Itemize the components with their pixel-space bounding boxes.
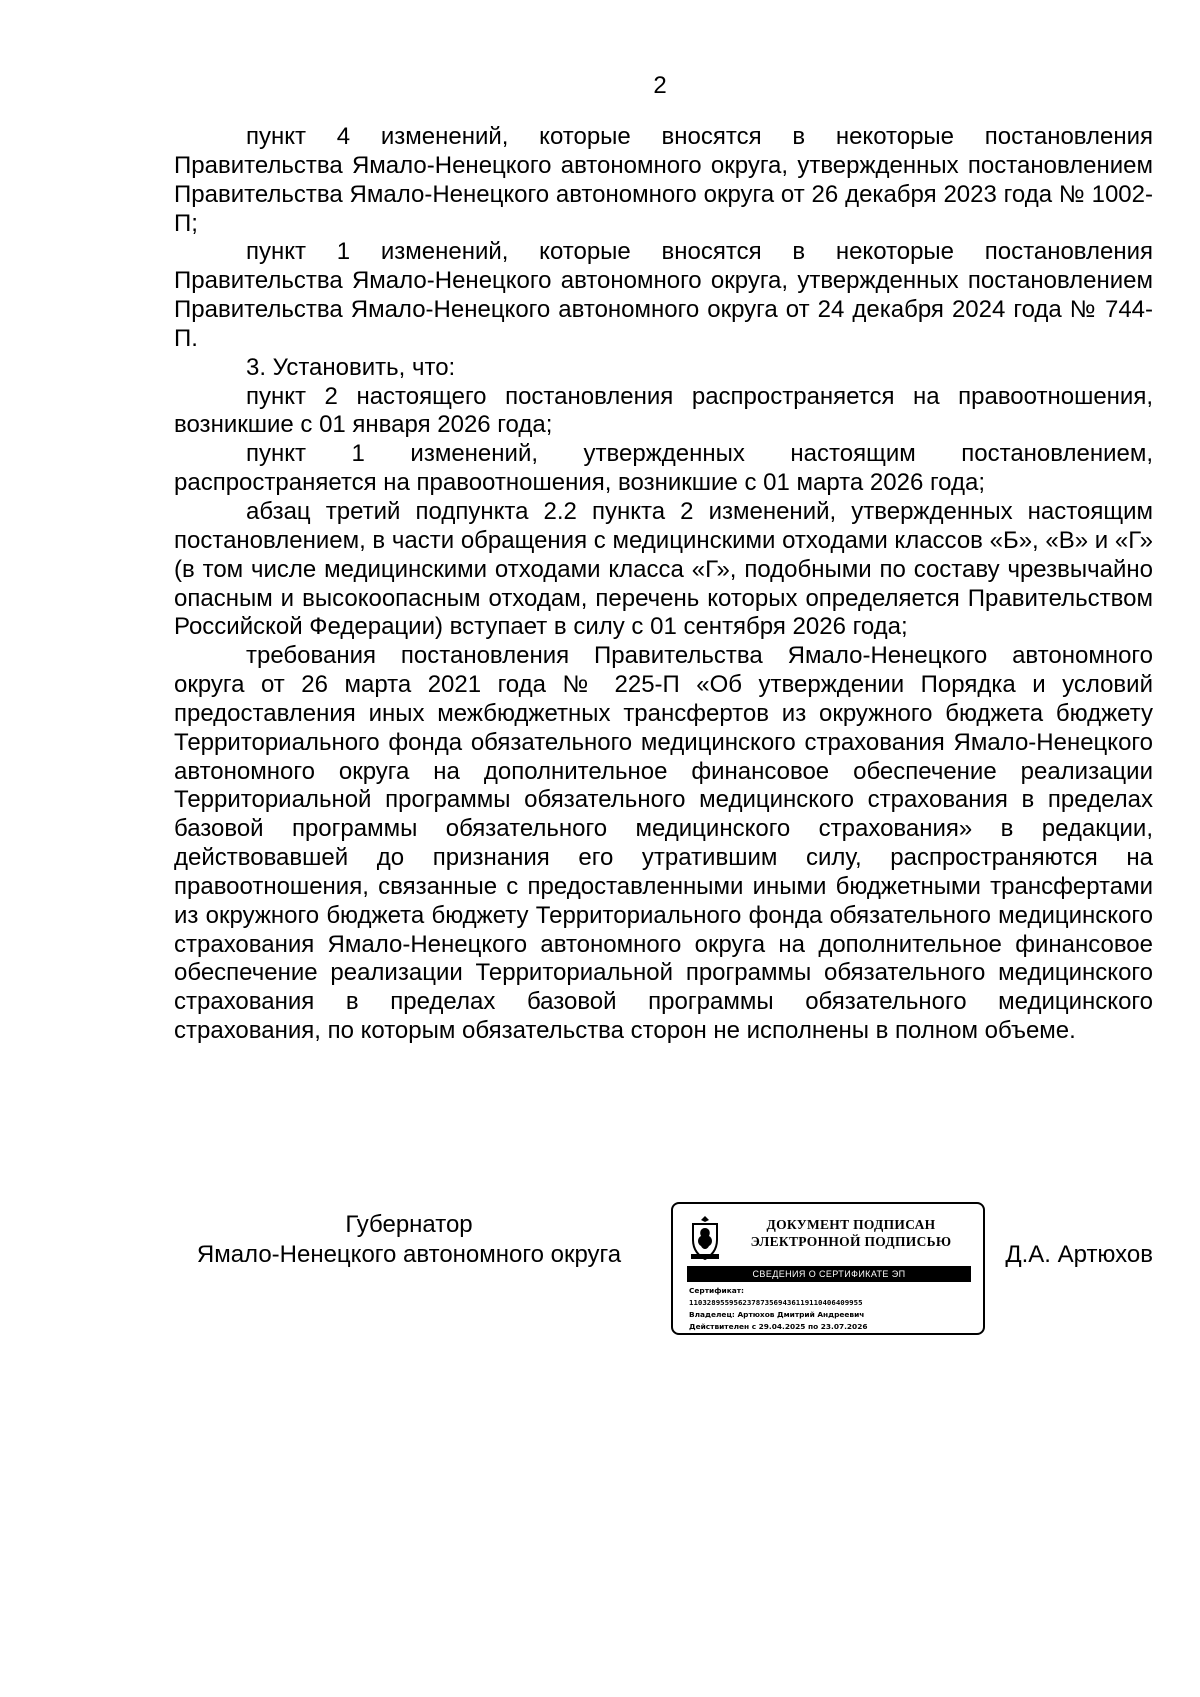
position-line: Губернатор	[345, 1211, 473, 1238]
position-line: Ямало-Ненецкого автономного округа	[196, 1241, 622, 1268]
paragraph: пункт 4 изменений, которые вносятся в некоторые постановления Правительства Ямало-Ненецкого автономного округа, утвержденных постановлением Правительства Ямало-Ненецкого автономного округа от 26 декабря 2023 года № 1002-П;	[174, 123, 1153, 237]
signatory-position	[174, 1210, 644, 1270]
coat-of-arms-icon	[687, 1214, 723, 1262]
paragraph: абзац третий подпункта 2.2 пункта 2 изменений, утвержденных настоящим постановлением, в части обращения с медицинскими отходами классов «Б», «В» и «Г» (в том числе медицинскими отходами класса «Г», подобными по составу чрезвычайно опасным и высокоопасным отходам, перечень которых определяется Правительством Российской Федерации) вступает в силу с 01 сентября 2026 года;	[174, 497, 1153, 641]
document-body	[174, 123, 1153, 1046]
paragraph: пункт 1 изменений, которые вносятся в некоторые постановления Правительства Ямало-Ненецкого автономного округа, утвержденных постановлением Правительства Ямало-Ненецкого автономного округа от 24 декабря 2024 года № 744-П.	[174, 238, 1153, 352]
certificate-details	[689, 1285, 979, 1333]
paragraph: требования постановления Правительства Ямало-Ненецкого автономного округа от 26 марта 2021 года № 225-П «Об утверждении Порядка и условий предоставления иных межбюджетных трансфертов из окружного бюджета бюджету Территориального фонда обязательного медицинского страхования Ямало-Ненецкого автономного округа на дополнительное финансовое обеспечение реализации Территориальной программы обязательного медицинского страхования в пределах базовой программы обязательного медицинского страхования» в редакции, действовавшей до признания его утратившим силу, распространяются на правоотношения, связанные с предоставленными иными бюджетными трансфертами из окружного бюджета бюджету Территориального фонда обязательного медицинского страхования Ямало-Ненецкого автономного округа на дополнительное финансовое обеспечение реализации Территориальной программы обязательного медицинского страхования в пределах базовой программы обязательного медицинского страхования, по которым обязательства сторон не исполнены в полном объеме.	[174, 642, 1153, 1045]
certificate-validity: Действителен с 29.04.2025 по 23.07.2026	[689, 1322, 868, 1331]
page-number: 2	[653, 72, 667, 99]
paragraph: пункт 2 настоящего постановления распространяется на правоотношения, возникшие с 01 января 2026 года;	[174, 382, 1153, 439]
paragraph: 3. Установить, что:	[246, 353, 456, 381]
paragraph: пункт 1 изменений, утвержденных настоящим постановлением, распространяется на правоотношения, возникшие с 01 марта 2026 года;	[174, 440, 1153, 497]
stamp-title	[729, 1216, 973, 1250]
stamp-title-line: ЭЛЕКТРОННОЙ ПОДПИСЬЮ	[750, 1234, 952, 1249]
certificate-number: 110328955956237873569436119110406409955	[689, 1298, 863, 1307]
certificate-owner: Владелец: Артюхов Дмитрий Андреевич	[689, 1310, 865, 1319]
stamp-title-line: ДОКУМЕНТ ПОДПИСАН	[766, 1217, 936, 1232]
signatory-name: Д.А. Артюхов	[1005, 1241, 1153, 1268]
certificate-info-bar: СВЕДЕНИЯ О СЕРТИФИКАТЕ ЭП	[687, 1266, 971, 1282]
electronic-signature-stamp	[671, 1202, 985, 1335]
certificate-label: Сертификат:	[689, 1286, 744, 1295]
signature-block	[174, 1210, 1153, 1360]
